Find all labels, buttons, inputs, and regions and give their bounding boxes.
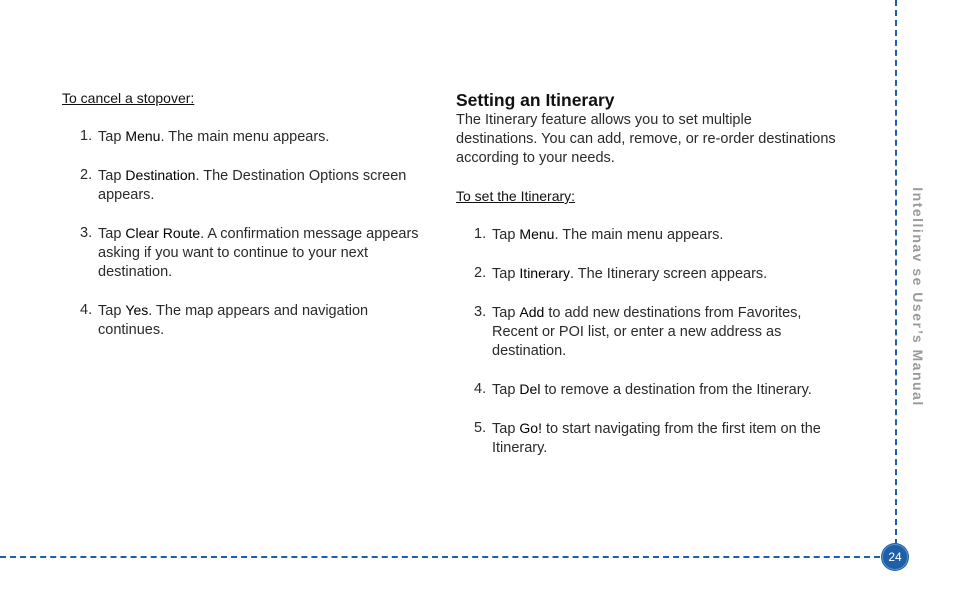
step-post: to remove a destination from the Itinerary. <box>540 382 812 398</box>
right-column <box>456 89 836 458</box>
list-item <box>62 301 437 340</box>
step-number: 2. <box>80 167 93 183</box>
step-post: . The main menu appears. <box>554 227 724 243</box>
step-post: . The Itinerary screen appears. <box>570 266 768 282</box>
step-number: 1. <box>474 226 487 242</box>
set-itinerary-subheading: To set the Itinerary: <box>456 188 576 204</box>
list-item <box>456 225 836 245</box>
step-pre: Tap <box>98 168 126 184</box>
step-number: 3. <box>474 304 487 320</box>
step-number: 2. <box>474 265 487 281</box>
ui-term: Go! <box>519 420 542 436</box>
ui-term: Destination <box>125 167 196 183</box>
ui-term: Clear Route <box>125 225 201 241</box>
step-pre: Tap <box>492 227 520 243</box>
step-pre: Tap <box>492 266 520 282</box>
step-pre: Tap <box>492 421 520 437</box>
ui-term: Yes <box>125 302 149 318</box>
step-number: 5. <box>474 420 487 436</box>
list-item <box>62 127 437 147</box>
step-post: . The map appears and navigation continues. <box>98 303 369 338</box>
step-pre: Tap <box>98 129 126 145</box>
intro-paragraph: The Itinerary feature allows you to set multiple destinations. You can add, remove, or re-order destinations according to your needs. <box>456 112 836 166</box>
list-item <box>456 380 836 400</box>
ui-term: Menu <box>125 128 161 144</box>
step-pre: Tap <box>98 226 126 242</box>
ui-term: Del <box>519 381 541 397</box>
step-pre: Tap <box>492 382 520 398</box>
list-item <box>456 303 836 361</box>
step-pre: Tap <box>98 303 126 319</box>
manual-title-vertical: Intellinav se User’s Manual <box>910 187 926 407</box>
right-dashed-rule <box>895 0 897 545</box>
step-number: 3. <box>80 225 93 241</box>
step-post: . The Destination Options screen appears. <box>98 168 407 203</box>
step-number: 1. <box>80 128 93 144</box>
step-post: to start navigating from the first item on the Itinerary. <box>492 421 821 456</box>
left-column <box>62 89 437 340</box>
step-post: . A confirmation message appears asking if you want to continue to your next destination. <box>98 226 419 280</box>
step-number: 4. <box>80 302 93 318</box>
ui-term: Add <box>519 304 545 320</box>
list-item <box>456 264 836 284</box>
section-heading: Setting an Itinerary <box>456 90 615 110</box>
ui-term: Itinerary <box>519 265 570 281</box>
step-post: to add new destinations from Favorites, Recent or POI list, or enter a new address as destination. <box>492 305 802 359</box>
cancel-stopover-steps <box>62 127 437 340</box>
bottom-dashed-rule <box>0 556 880 558</box>
set-itinerary-steps <box>456 225 836 458</box>
step-post: . The main menu appears. <box>160 129 330 145</box>
page-number-badge: 24 <box>882 544 908 570</box>
list-item <box>456 419 836 458</box>
ui-term: Menu <box>519 226 555 242</box>
step-number: 4. <box>474 381 487 397</box>
list-item <box>62 224 437 282</box>
list-item <box>62 166 437 205</box>
cancel-stopover-subheading: To cancel a stopover: <box>62 90 195 106</box>
step-pre: Tap <box>492 305 520 321</box>
